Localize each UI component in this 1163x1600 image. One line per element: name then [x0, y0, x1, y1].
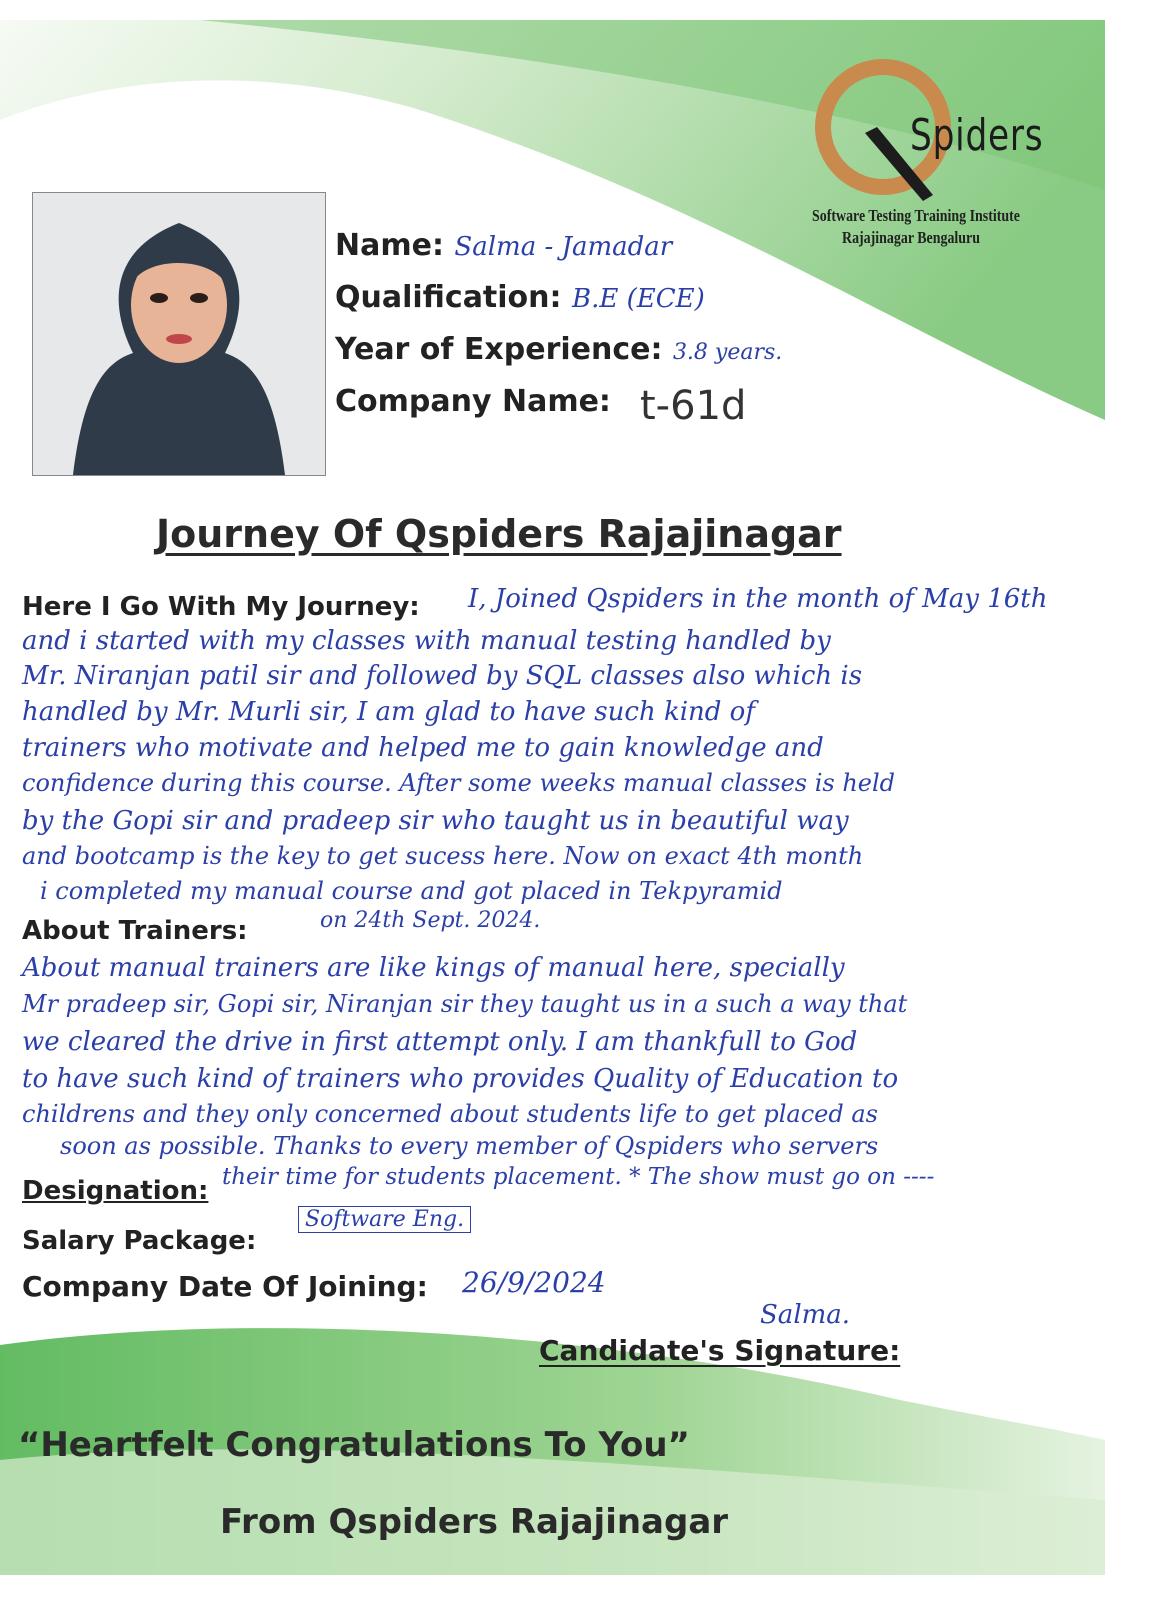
- company-label: Company Name:: [335, 384, 611, 419]
- name-row: [335, 228, 672, 263]
- trainers-line: Mr pradeep sir, Gopi sir, Niranjan sir they taught us in a such a way that: [22, 990, 908, 1018]
- salary-label: Salary Package:: [22, 1226, 257, 1256]
- journey-line: by the Gopi sir and pradeep sir who taught us in beautiful way: [22, 806, 849, 836]
- from-text: From Qspiders Rajajinagar: [220, 1502, 729, 1542]
- trainers-line: we cleared the drive in first attempt only. I am thankfull to God: [22, 1027, 858, 1057]
- journey-line: on 24th Sept. 2024.: [320, 908, 541, 933]
- candidate-photo: [32, 192, 326, 476]
- joining-label: Company Date Of Joining:: [22, 1270, 428, 1303]
- signature-label: Candidate's Signature:: [539, 1334, 901, 1367]
- name-label: Name:: [335, 228, 444, 263]
- logo-location: Rajajinagar Bengaluru: [842, 228, 981, 247]
- experience-value: 3.8 years.: [672, 340, 783, 365]
- journey-line: and bootcamp is the key to get sucess here. Now on exact 4th month: [22, 842, 864, 870]
- journey-line: Mr. Niranjan patil sir and followed by SQL classes also which is: [22, 661, 863, 691]
- trainers-line: About manual trainers are like kings of manual here, specially: [22, 953, 845, 983]
- journey-line: confidence during this course. After some weeks manual classes is held: [22, 769, 896, 797]
- qualification-row: [335, 280, 705, 315]
- qualification-value: B.E (ECE): [571, 284, 705, 314]
- congrats-text: “Heartfelt Congratulations To You”: [18, 1425, 690, 1465]
- designation-value: Software Eng.: [298, 1206, 471, 1233]
- name-value: Salma - Jamadar: [454, 232, 673, 262]
- journey-line: i completed my manual course and got placed in Tekpyramid: [40, 877, 783, 905]
- experience-label: Year of Experience:: [335, 332, 663, 367]
- joining-value: 26/9/2024: [462, 1266, 606, 1299]
- journey-line: trainers who motivate and helped me to gain knowledge and: [22, 733, 824, 763]
- experience-row: [335, 332, 782, 367]
- logo-tagline: Software Testing Training Institute: [812, 206, 1020, 225]
- qualification-label: Qualification:: [335, 280, 562, 315]
- trainers-line: soon as possible. Thanks to every member of Qspiders who servers: [60, 1132, 879, 1160]
- signature: Salma.: [760, 1300, 851, 1330]
- journey-line: I, Joined Qspiders in the month of May 16th: [468, 584, 1048, 614]
- trainers-label: About Trainers:: [22, 916, 248, 946]
- journey-label: Here I Go With My Journey:: [22, 592, 420, 622]
- logo-word: Spiders: [910, 110, 1044, 161]
- page-title: Journey Of Qspiders Rajajinagar: [156, 512, 842, 556]
- designation-label: Designation:: [22, 1176, 209, 1206]
- journey-line: and i started with my classes with manual testing handled by: [22, 626, 831, 656]
- trainers-line: childrens and they only concerned about students life to get placed as: [22, 1100, 878, 1128]
- journey-line: handled by Mr. Murli sir, I am glad to have such kind of: [22, 697, 755, 727]
- company-value: t-61d: [640, 383, 747, 429]
- company-row: [335, 384, 611, 419]
- trainers-line: to have such kind of trainers who provides Quality of Education to: [22, 1064, 899, 1094]
- trainers-line: their time for students placement. * The show must go on ----: [222, 1164, 935, 1190]
